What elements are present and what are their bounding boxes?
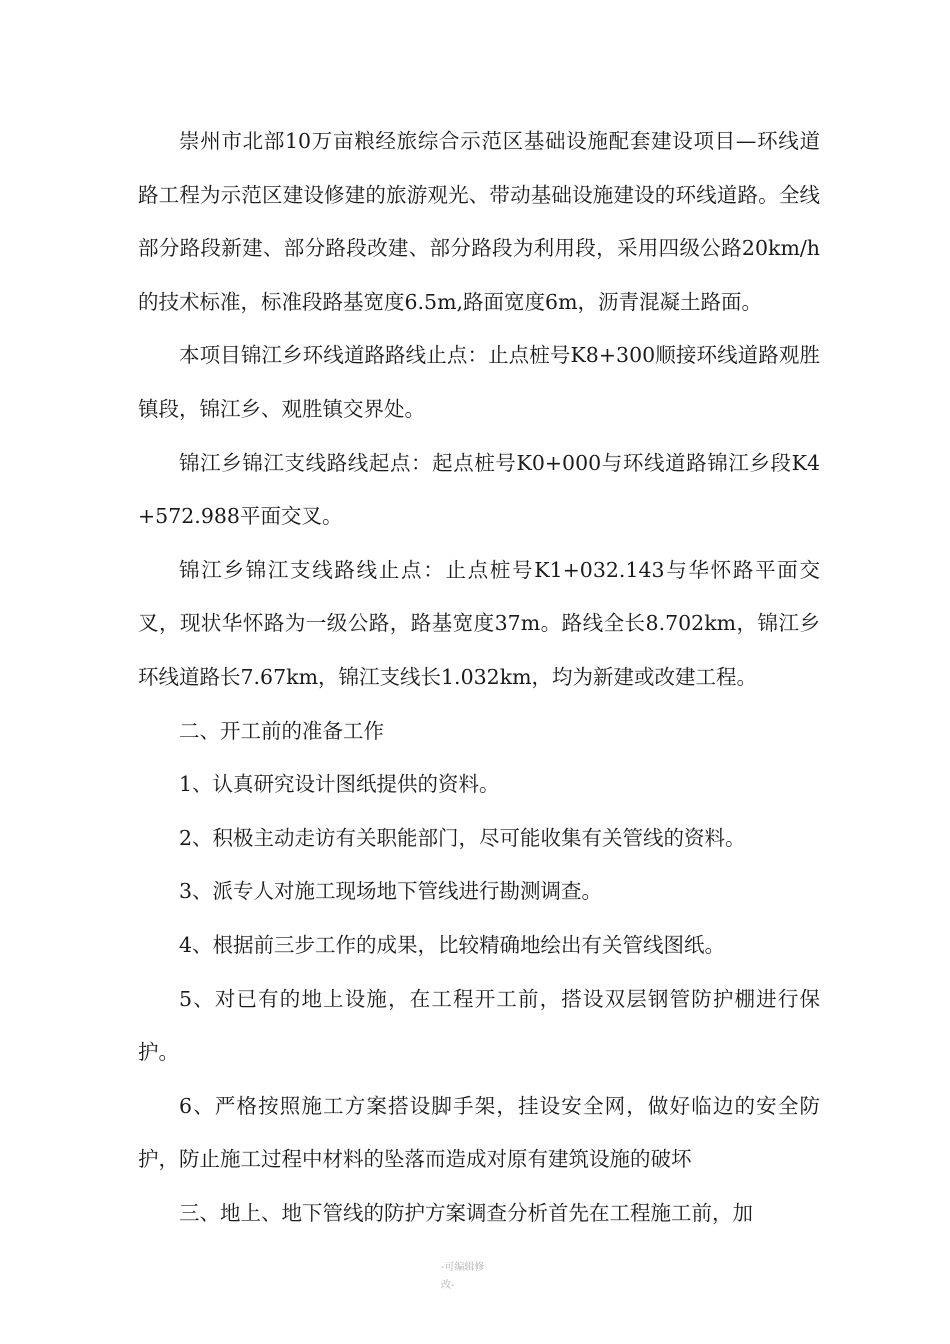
list-item: 1、认真研究设计图纸提供的资料。: [179, 772, 500, 797]
list-item: 4、根据前三步工作的成果，比较精确地绘出有关管线图纸。: [179, 932, 726, 957]
list-item: 5、对已有的地上设施，在工程开工前，搭设双层钢管防护棚进行保护。: [138, 986, 820, 1065]
footer-line: 改-: [441, 1280, 455, 1291]
section-heading-protection: 三、地上、地下管线的防护方案调查分析首先在工程施工前，加: [179, 1200, 753, 1225]
paragraph-branch-end: 锦江乡锦江支线路线止点：止点桩号K1+032.143与华怀路平面交叉，现状华怀路为一级公路，路基宽度37m。路线全长8.702km，锦江乡环线道路长7.67km，锦江支线长1.032km，均为新建或改建工程。: [138, 557, 820, 689]
list-item: 2、积极主动走访有关职能部门，尽可能收集有关管线的资料。: [179, 825, 746, 850]
paragraph-branch-start: 锦江乡锦江支线路线起点：起点桩号K0+000与环线道路锦江乡段K4+572.988平面交叉。: [138, 450, 820, 529]
footer-line: -可编辑修: [441, 1262, 485, 1273]
document-body: [138, 115, 820, 1240]
paragraph-route-endpoint: 本项目锦江乡环线道路路线止点：止点桩号K8+300顺接环线道路观胜镇段，锦江乡、观胜镇交界处。: [138, 343, 820, 421]
paragraph-project-overview: 崇州市北部10万亩粮经旅综合示范区基础设施配套建设项目—环线道路工程为示范区建设修建的旅游观光、带动基础设施建设的环线道路。全线部分路段新建、部分路段改建、部分路段为利用段，采用四级公路20km/h的技术标准，标准段路基宽度6.5m,路面宽度6m，沥青混凝土路面。: [138, 129, 820, 314]
list-item: 6、严格按照施工方案搭设脚手架，挂设安全网，做好临边的安全防护，防止施工过程中材料的坠落而造成对原有建筑设施的破坏: [138, 1093, 820, 1172]
page-footer: [441, 1259, 511, 1295]
list-item: 3、派专人对施工现场地下管线进行勘测调查。: [179, 879, 603, 904]
section-heading-preparation: 二、开工前的准备工作: [179, 718, 384, 743]
